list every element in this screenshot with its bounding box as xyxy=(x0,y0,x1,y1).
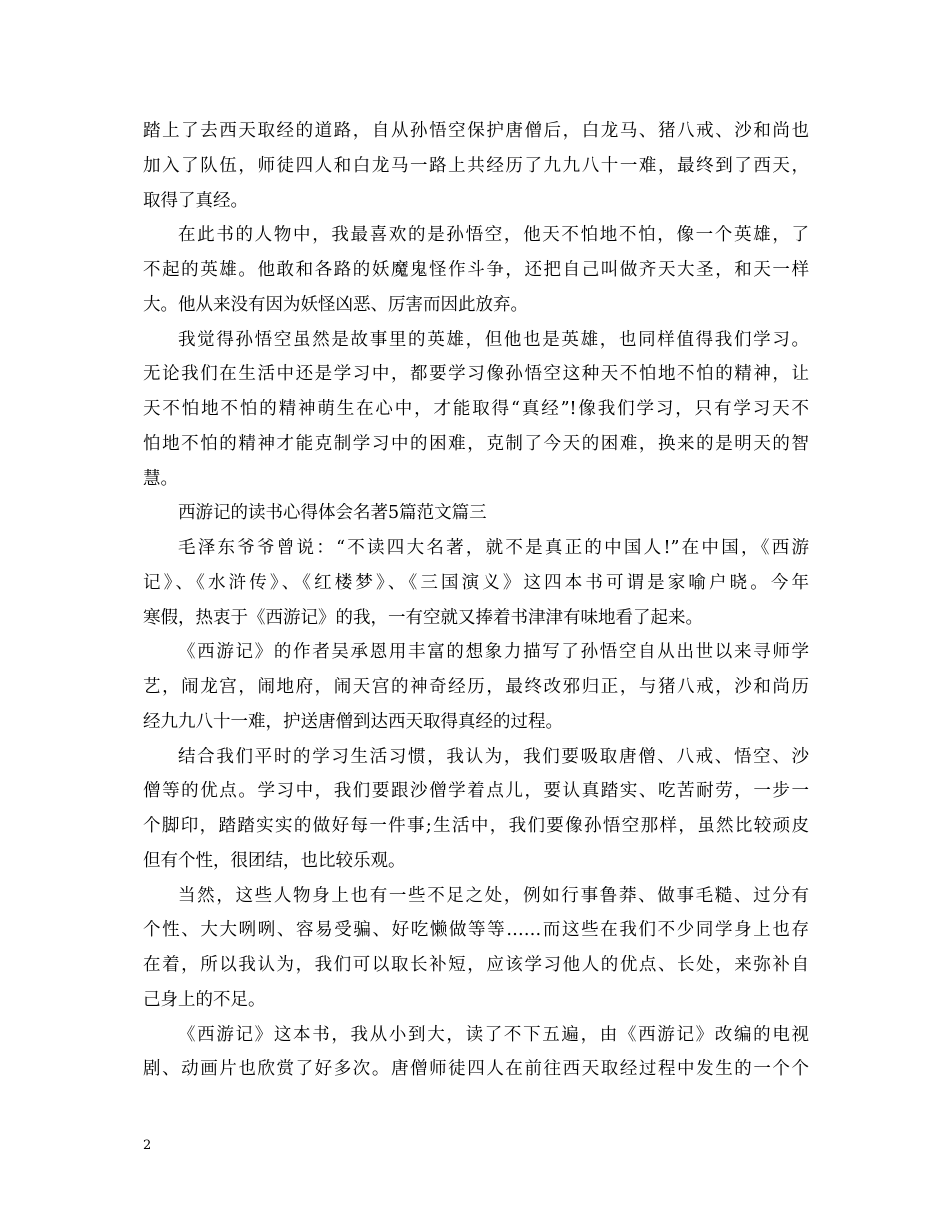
text-line: 天不怕地不怕的精神萌生在心中，才能取得“真经”!像我们学习，只有学习天不 xyxy=(143,399,809,419)
text-line: 个脚印，踏踏实实的做好每一件事;生活中，我们要像孙悟空那样，虽然比较顽皮 xyxy=(143,816,809,836)
text-line: 在此书的人物中，我最喜欢的是孙悟空，他天不怕地不怕，像一个英雄，了 xyxy=(178,225,809,246)
text-line: 僧等的优点。学习中，我们要跟沙僧学着点儿，要认真踏实、吃苦耐劳，一步一 xyxy=(143,781,809,802)
text-line: 《西游记》这本书，我从小到大，读了不下五遍，由《西游记》改编的电视 xyxy=(178,1024,809,1045)
text-line: 《西游记》的作者吴承恩用丰富的想象力描写了孙悟空自从出世以来寻师学 xyxy=(178,642,809,663)
text-line: 我觉得孙悟空虽然是故事里的英雄，但他也是英雄，也同样值得我们学习。 xyxy=(178,329,809,350)
text-line: 经九九八十一难，护送唐僧到达西天取得真经的过程。 xyxy=(143,711,563,732)
text-line: 慧。 xyxy=(143,468,178,489)
text-line: 加入了队伍，师徒四人和白龙马一路上共经历了九九八十一难，最终到了西天， xyxy=(143,155,809,176)
text-line: 不起的英雄。他敢和各路的妖魔鬼怪作斗争，还把自己叫做齐天大圣，和天一样 xyxy=(143,260,809,280)
text-line: 寒假，热衷于《西游记》的我，一有空就又捧着书津津有味地看了起来。 xyxy=(143,607,703,628)
text-line: 记》、《水浒传》、《红楼梦》、《三国演义》这四本书可谓是家喻户晓。今年 xyxy=(143,572,809,593)
text-line: 西游记的读书心得体会名著5篇范文篇三 xyxy=(178,503,487,524)
body-text xyxy=(143,114,809,1087)
text-line: 无论我们在生活中还是学习中，都要学习像孙悟空这种天不怕地不怕的精神，让 xyxy=(143,364,809,385)
page-number: 2 xyxy=(143,1138,152,1153)
text-line: 己身上的不足。 xyxy=(143,989,266,1010)
text-line: 在着，所以我认为，我们可以取长补短，应该学习他人的优点、长处，来弥补自 xyxy=(143,955,809,975)
text-line: 大。他从来没有因为妖怪凶恶、厉害而因此放弃。 xyxy=(143,294,528,315)
text-line: 当然，这些人物身上也有一些不足之处，例如行事鲁莽、做事毛糙、过分有 xyxy=(178,885,809,906)
text-line: 但有个性，很团结，也比较乐观。 xyxy=(143,850,406,871)
text-line: 剧、动画片也欣赏了好多次。唐僧师徒四人在前往西天取经过程中发生的一个个 xyxy=(143,1059,809,1080)
text-line: 怕地不怕的精神才能克制学习中的困难，克制了今天的困难，换来的是明天的智 xyxy=(143,433,809,454)
text-line: 取得了真经。 xyxy=(143,190,248,211)
text-line: 踏上了去西天取经的道路，自从孙悟空保护唐僧后，白龙马、猪八戒、沙和尚也 xyxy=(143,121,809,141)
text-line: 毛泽东爷爷曾说：“不读四大名著，就不是真正的中国人!”在中国，《西游 xyxy=(178,538,809,558)
text-line: 结合我们平时的学习生活习惯，我认为，我们要吸取唐僧、八戒、悟空、沙 xyxy=(178,746,809,767)
text-line: 艺，闹龙宫，闹地府，闹天宫的神奇经历，最终改邪归正，与猪八戒，沙和尚历 xyxy=(143,677,809,697)
text-line: 个性、大大咧咧、容易受骗、好吃懒做等等……而这些在我们不少同学身上也存 xyxy=(143,920,809,941)
